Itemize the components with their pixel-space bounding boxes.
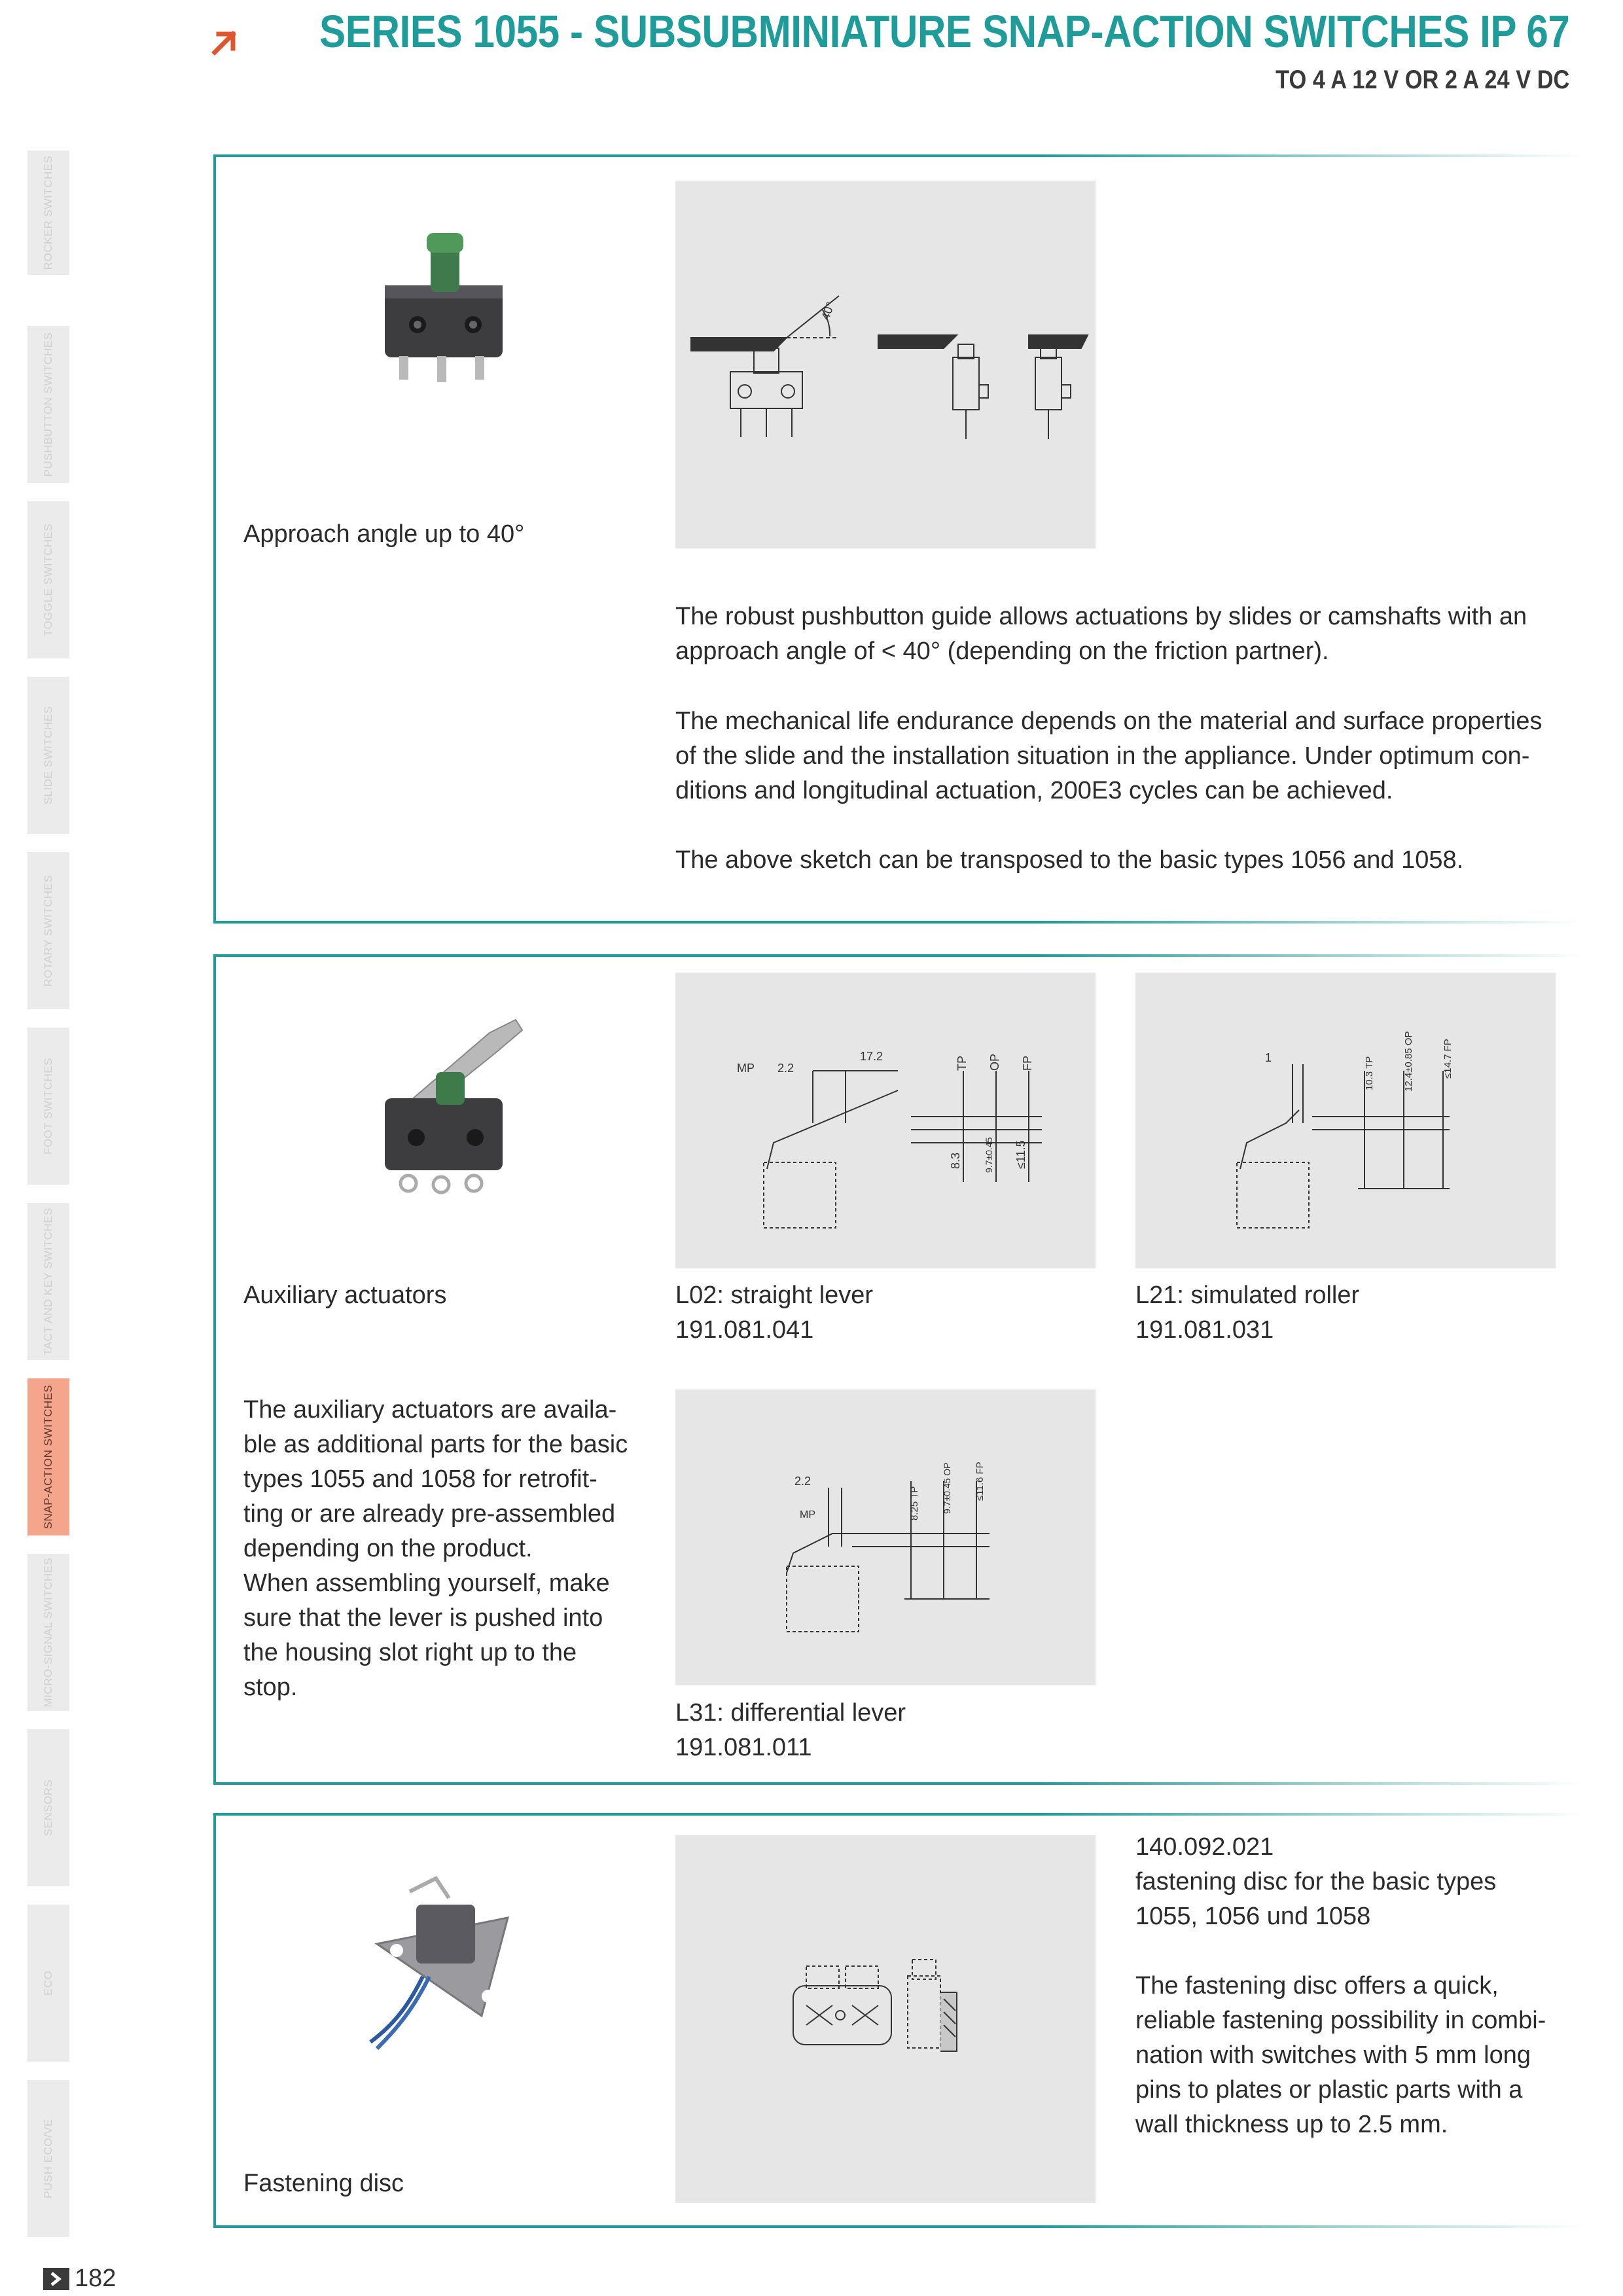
l02-name: L02: straight lever bbox=[675, 1282, 874, 1309]
lever-switch-photo bbox=[359, 994, 555, 1210]
l02-fp-label: FP bbox=[1021, 1055, 1034, 1071]
arrow-icon bbox=[209, 27, 240, 58]
l02-op-label: OP bbox=[988, 1053, 1001, 1071]
sidebar-item-label: SENSORS bbox=[42, 1779, 54, 1837]
sidebar-item-label: PUSH ECO/VE bbox=[42, 2119, 54, 2198]
paragraph: The above sketch can be transposed to the basic types 1056 and 1058. bbox=[675, 846, 1464, 874]
sidebar-item-label: ROTARY SWITCHES bbox=[42, 874, 54, 987]
sidebar-item-label: ROCKER SWITCHES bbox=[42, 155, 54, 270]
l31-dim-label: 2.2 bbox=[794, 1475, 812, 1488]
paragraph: The robust pushbutton guide allows actuations by slides or camshafts with an approach angle of < 40° (depending on the friction partner). bbox=[675, 603, 1527, 665]
section-approach-angle bbox=[213, 154, 1558, 924]
l21-name: L21: simulated roller bbox=[1135, 1282, 1360, 1309]
text-line: The fastening disc offers a quick, bbox=[1135, 1972, 1499, 2000]
l31-part-number: 191.081.011 bbox=[675, 1734, 812, 1761]
l02-part-number: 191.081.041 bbox=[675, 1316, 814, 1344]
l21-dim-label: 1 bbox=[1265, 1051, 1272, 1064]
l02-drawing bbox=[675, 973, 1096, 1268]
l21-tp-label: 10.3 TP bbox=[1364, 1056, 1375, 1090]
l02-dim-label: 2.2 bbox=[777, 1062, 794, 1075]
l31-mp-label: MP bbox=[800, 1509, 815, 1520]
text-line: reliable fastening possibility in combi- bbox=[1135, 2007, 1546, 2034]
sidebar-item-label: FOOT SWITCHES bbox=[42, 1058, 54, 1155]
approach-angle-drawing bbox=[675, 181, 1096, 548]
sidebar-item-label: ECO bbox=[42, 1970, 54, 1996]
l02-dim-label: 8.3 bbox=[949, 1152, 962, 1169]
l02-mp-label: MP bbox=[737, 1062, 755, 1075]
text-line: fastening disc for the basic types bbox=[1135, 1868, 1497, 1895]
text-line: wall thickness up to 2.5 mm. bbox=[1135, 2111, 1448, 2138]
fastening-disc-drawing bbox=[675, 1835, 1096, 2203]
sidebar-item-label: SLIDE SWITCHES bbox=[42, 706, 54, 805]
sidebar-item-eco[interactable] bbox=[27, 1905, 69, 2062]
l02-tp-label: TP bbox=[955, 1055, 969, 1071]
l02-dim-label: ≤11.5 bbox=[1014, 1140, 1027, 1169]
section-fastening-disc bbox=[213, 1813, 1558, 2228]
l31-tp-label: 8.25 TP bbox=[909, 1486, 920, 1520]
text-line: When assembling yourself, make bbox=[243, 1570, 610, 1597]
text-line: 1055, 1056 und 1058 bbox=[1135, 1903, 1371, 1930]
text-line: nation with switches with 5 mm long bbox=[1135, 2041, 1531, 2069]
part-description bbox=[1135, 1865, 1567, 1934]
page-title: SERIES 1055 - SUBSUBMINIATURE SNAP-ACTION SWITCHES IP 67 bbox=[319, 6, 1569, 57]
l31-fp-label: ≤11.6 FP bbox=[974, 1462, 986, 1501]
chevron-right-icon bbox=[43, 2268, 69, 2290]
switch-photo bbox=[359, 207, 529, 397]
l31-drawing bbox=[675, 1390, 1096, 1685]
auxiliary-actuators-description bbox=[243, 1393, 649, 1705]
sidebar-item-sensors[interactable] bbox=[27, 1729, 69, 1886]
sidebar-item-foot-switches[interactable] bbox=[27, 1028, 69, 1185]
section-auxiliary-actuators bbox=[213, 954, 1558, 1785]
fastening-disc-description bbox=[1135, 1969, 1567, 2142]
l21-drawing bbox=[1135, 973, 1556, 1268]
sidebar-item-pushbutton-switches[interactable] bbox=[27, 326, 69, 483]
page-number: 182 bbox=[75, 2265, 116, 2292]
sidebar-item-label: TACT AND KEY SWITCHES bbox=[42, 1208, 54, 1355]
text-line: depending on the product. bbox=[243, 1535, 533, 1562]
text-line: the housing slot right up to the bbox=[243, 1639, 577, 1666]
l02-dim-label: 17.2 bbox=[860, 1050, 883, 1063]
sidebar-item-label: MICRO-SIGNAL SWITCHES bbox=[42, 1557, 54, 1708]
section-caption: Fastening disc bbox=[243, 2170, 404, 2197]
l31-op-label: 9.7±0.45 OP bbox=[942, 1462, 952, 1514]
sidebar-item-micro-signal-switches[interactable] bbox=[27, 1554, 69, 1711]
sidebar-item-rotary-switches[interactable] bbox=[27, 852, 69, 1009]
sidebar-item-push-eco[interactable] bbox=[27, 2080, 69, 2237]
text-line: The auxiliary actuators are availa- bbox=[243, 1396, 617, 1424]
l02-dim-label: 9.7±0.45 bbox=[984, 1137, 994, 1173]
l31-name: L31: differential lever bbox=[675, 1699, 906, 1727]
fastening-disc-photo bbox=[351, 1865, 547, 2055]
section-caption: Auxiliary actuators bbox=[243, 1282, 447, 1309]
text-line: pins to plates or plastic parts with a bbox=[1135, 2076, 1523, 2104]
section-caption: Approach angle up to 40° bbox=[243, 520, 525, 548]
sidebar-item-toggle-switches[interactable] bbox=[27, 501, 69, 658]
sidebar-item-label: PUSHBUTTON SWITCHES bbox=[42, 332, 54, 477]
sidebar-item-rocker-switches[interactable] bbox=[27, 151, 69, 275]
sidebar-item-snap-action-switches[interactable] bbox=[27, 1378, 69, 1535]
text-line: ting or are already pre-assembled bbox=[243, 1500, 616, 1528]
text-line: ble as additional parts for the basic bbox=[243, 1431, 628, 1458]
angle-label: 40° bbox=[818, 300, 838, 322]
l21-fp-label: ≤14.7 FP bbox=[1442, 1039, 1454, 1079]
l21-part-number: 191.081.031 bbox=[1135, 1316, 1274, 1344]
l21-op-label: 12.4±0.85 OP bbox=[1403, 1031, 1414, 1092]
text-line: types 1055 and 1058 for retrofit- bbox=[243, 1465, 597, 1493]
page-subtitle: TO 4 A 12 V OR 2 A 24 V DC bbox=[1275, 65, 1569, 94]
sidebar-item-tact-and-key-switches[interactable] bbox=[27, 1203, 69, 1360]
sidebar-item-slide-switches[interactable] bbox=[27, 677, 69, 834]
sidebar-item-label: TOGGLE SWITCHES bbox=[42, 523, 54, 637]
page-footer bbox=[43, 2265, 116, 2293]
sidebar-item-label: SNAP-ACTION SWITCHES bbox=[42, 1384, 54, 1530]
text-line: sure that the lever is pushed into bbox=[243, 1604, 603, 1632]
part-number: 140.092.021 bbox=[1135, 1833, 1274, 1861]
paragraph: The mechanical life endurance depends on the material and surface properties of the slide and the installation situation in the appliance. Under optimum con-ditions and longitudinal actuation, 200E3 cycles can be achieved. bbox=[675, 708, 1543, 804]
text-line: stop. bbox=[243, 1674, 298, 1701]
